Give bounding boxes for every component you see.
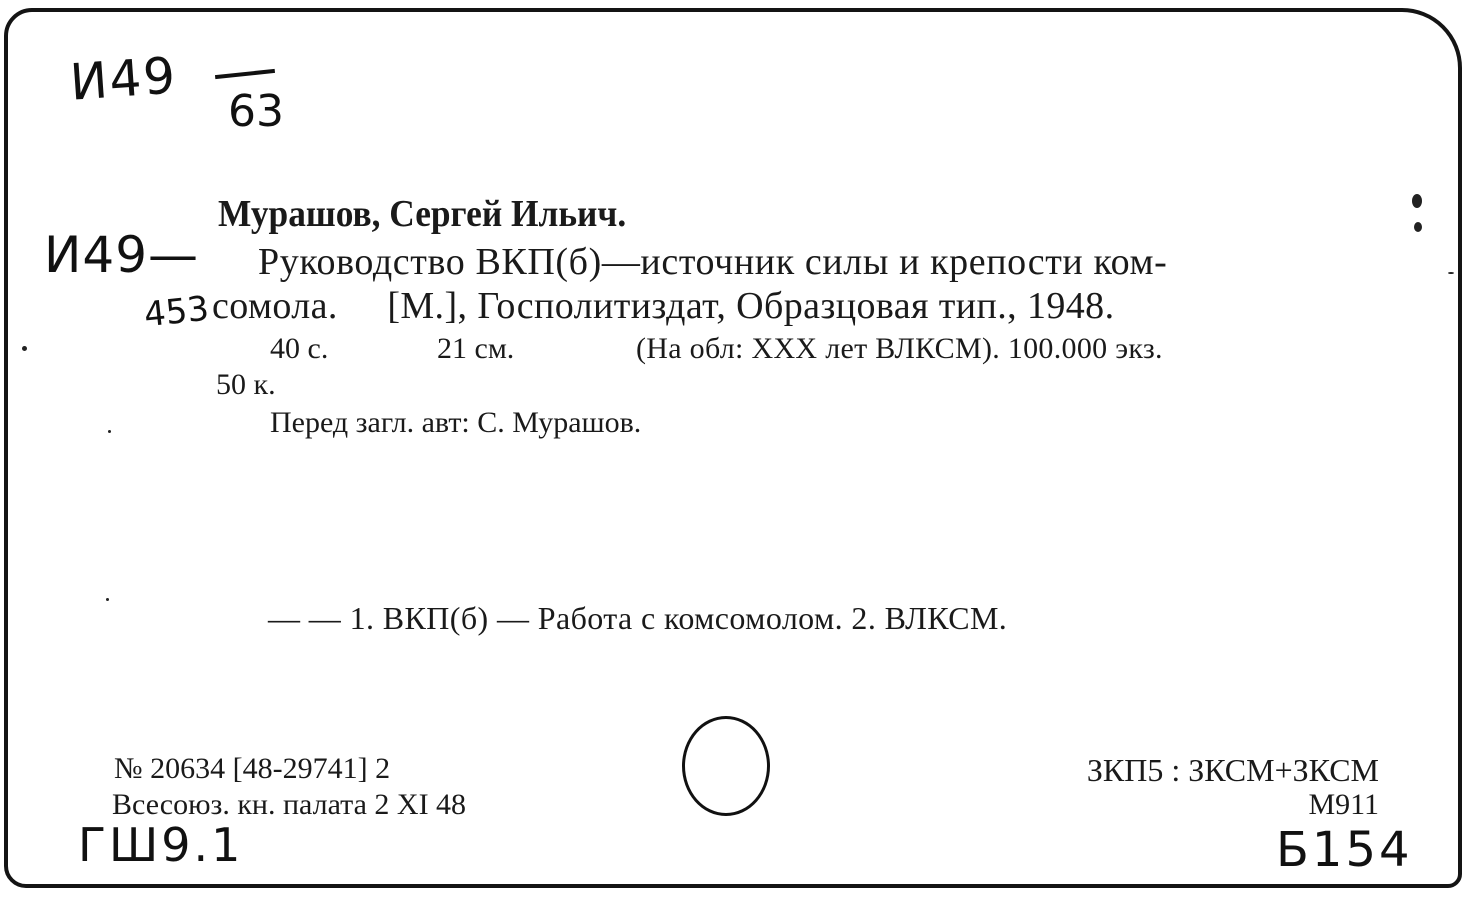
classification-code: ЗКП5 : ЗКСМ+ЗКСМ (1086, 752, 1379, 788)
handwritten-call-number: И49 (68, 46, 179, 112)
author-note: Перед загл. авт: С. Мурашов. (270, 406, 642, 439)
handwritten-call-number-left: И49— (44, 226, 200, 284)
ink-speck (1414, 222, 1422, 232)
handwritten-shelf-mark-right: Б154 (1276, 822, 1413, 878)
title-line-1: Руководство ВКП(б)—источник силы и крепости ком- (258, 241, 1168, 283)
ink-speck (108, 430, 111, 433)
pages: 40 с. (270, 332, 329, 365)
ink-speck (1448, 272, 1454, 274)
handwritten-call-number-sub: 63 (228, 86, 284, 137)
handwritten-shelf-mark-left: ГШ9.1 (78, 818, 244, 872)
title-line-2: сомола. [М.], Госполитиздат, Образцовая тип., 1948. (212, 285, 1115, 327)
ink-speck (22, 346, 27, 351)
cover-note: (На обл: XXX лет ВЛКСМ). 100.000 экз. (636, 332, 1163, 365)
ink-speck (1412, 194, 1422, 208)
book-chamber: Всесоюз. кн. палата 2 XI 48 (112, 788, 467, 821)
registration-number: № 20634 [48-29741] 2 (114, 752, 391, 785)
punch-hole (682, 716, 770, 816)
ink-speck (106, 598, 109, 601)
author-mark: М911 (1308, 788, 1379, 821)
subject-headings: — — 1. ВКП(б) — Работа с комсомолом. 2. ВЛКСМ. (268, 600, 1008, 636)
size: 21 см. (437, 332, 515, 365)
author-heading: Мурашов, Сергей Ильич. (218, 193, 627, 235)
price: 50 к. (216, 368, 276, 401)
handwritten-call-number-left-sub: 453 (142, 288, 211, 336)
